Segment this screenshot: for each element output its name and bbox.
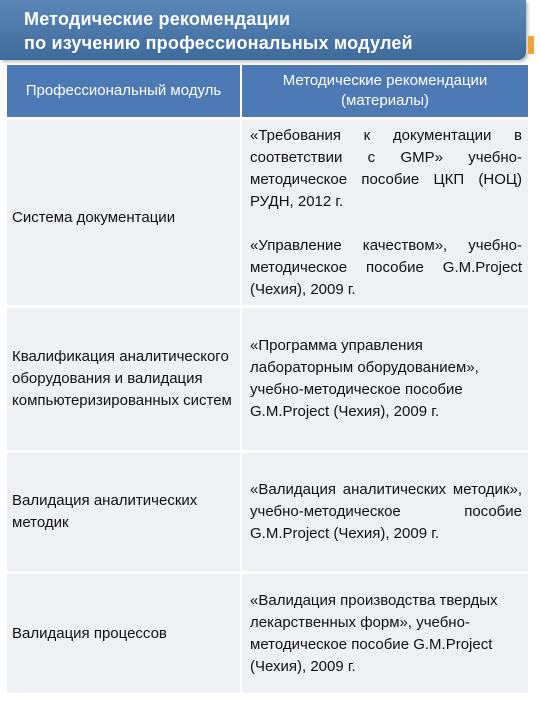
title-line-2: по изучению профессиональных модулей xyxy=(24,33,413,53)
title-line-1: Методические рекомендации xyxy=(24,9,291,29)
module-cell: Валидация процессов xyxy=(7,574,242,696)
material-item: «Валидация аналитических методик», учебно-методическое пособие G.M.Project (Чехия), 2009 г. xyxy=(250,481,522,542)
table-row xyxy=(7,308,528,453)
methodology-table xyxy=(7,65,528,696)
module-cell: Система документации xyxy=(7,120,242,308)
materials-cell xyxy=(242,308,528,453)
material-item: «Валидация производства твердых лекарственных форм», учебно-методическое пособие G.M.Project (Чехия), 2009 г. xyxy=(250,591,498,675)
material-item: «Управление качеством», учебно-методическое пособие G.M.Project (Чехия), 2009 г. xyxy=(250,236,522,298)
module-cell: Квалификация аналитического оборудования и валидация компьютеризированных систем xyxy=(7,308,242,453)
table-header-row xyxy=(7,65,528,120)
header-module: Профессиональный модуль xyxy=(7,65,242,120)
table-row xyxy=(7,574,528,696)
materials-cell xyxy=(242,120,528,308)
table-row xyxy=(7,453,528,574)
accent-bar xyxy=(528,36,534,54)
slide-title xyxy=(24,7,413,55)
material-item: «Программа управления лабораторным оборудованием», учебно-методическое пособие G.M.Project (Чехия), 2009 г. xyxy=(250,337,479,420)
materials-cell xyxy=(242,453,528,574)
header-materials: Методические рекомендации (материалы) xyxy=(242,65,528,120)
module-cell: Валидация аналитических методик xyxy=(7,453,242,574)
material-item: «Требования к документации в соответствии с GMP» учебно-методическое пособие ЦКП (НОЦ) РУДН, 2012 г. xyxy=(250,126,522,210)
materials-cell xyxy=(242,574,528,696)
table-row xyxy=(7,120,528,308)
title-banner xyxy=(0,0,526,60)
